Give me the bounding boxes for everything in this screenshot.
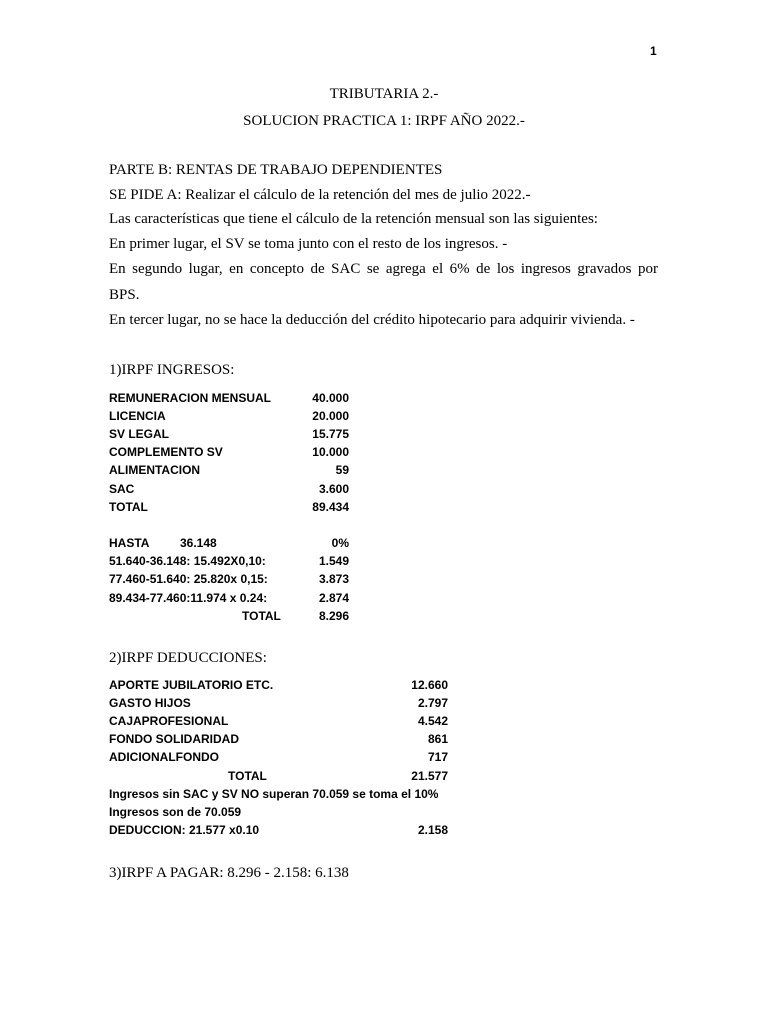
brackets-total-value: 8.296 (318, 609, 349, 623)
income-total-label: TOTAL (109, 500, 148, 514)
deduction-calc-value: 2.158 (417, 823, 448, 837)
deduction-note: Ingresos sin SAC y SV NO superan 70.059 se toma el 10% (109, 787, 439, 801)
page-number: 1 (650, 44, 657, 58)
bracket-hasta-label: HASTA (109, 536, 150, 550)
income-value: 15.775 (312, 427, 349, 441)
deduction-label: GASTO HIJOS (109, 696, 191, 710)
section-2-heading: 2)IRPF DEDUCCIONES: (109, 650, 267, 666)
part-heading: PARTE B: RENTAS DE TRABAJO DEPENDIENTES (109, 162, 443, 178)
bracket-label: 51.640-36.148: 15.492X0,10: (109, 554, 266, 568)
intro-line-1: Las características que tiene el cálculo de la retención mensual son las siguientes: (109, 211, 598, 227)
intro-line-2: En primer lugar, el SV se toma junto con el resto de los ingresos. - (109, 236, 508, 252)
income-value: 10.000 (312, 445, 349, 459)
income-label: ALIMENTACION (109, 463, 201, 477)
section-1-heading: 1)IRPF INGRESOS: (109, 362, 235, 378)
deduction-value: 4.542 (417, 714, 448, 728)
income-label: COMPLEMENTO SV (109, 445, 223, 459)
document-subtitle: SOLUCION PRACTICA 1: IRPF AÑO 2022.- (243, 113, 525, 129)
income-label: LICENCIA (109, 409, 166, 423)
income-label: SAC (109, 482, 135, 496)
document-title: TRIBUTARIA 2.- (329, 86, 439, 102)
intro-line-3a: En segundo lugar, en concepto de SAC se agrega el 6% de los ingresos gravados por (109, 261, 658, 277)
deduction-note: Ingresos son de 70.059 (109, 805, 242, 819)
deduction-value: 2.797 (417, 696, 448, 710)
bracket-value: 2.874 (318, 591, 349, 605)
deductions-total-value: 21.577 (411, 769, 448, 783)
income-value: 3.600 (318, 482, 349, 496)
bracket-label: 89.434-77.460:11.974 x 0.24: (109, 591, 268, 605)
bracket-hasta-amount: 36.148 (180, 536, 217, 550)
deduction-calc-label: DEDUCCION: 21.577 x0.10 (109, 823, 260, 837)
income-value: 59 (335, 463, 349, 477)
deduction-label: FONDO SOLIDARIDAD (109, 732, 239, 746)
deductions-total-label: TOTAL (228, 769, 267, 783)
deduction-label: CAJAPROFESIONAL (109, 714, 229, 728)
intro-line-4: En tercer lugar, no se hace la deducción del crédito hipotecario para adquirir vivienda. - (109, 312, 635, 328)
section-3-heading: 3)IRPF A PAGAR: 8.296 - 2.158: 6.138 (109, 865, 349, 881)
income-value: 40.000 (312, 391, 349, 405)
task-statement: SE PIDE A: Realizar el cálculo de la retención del mes de julio 2022.- (109, 187, 531, 203)
deduction-label: APORTE JUBILATORIO ETC. (109, 678, 274, 692)
bracket-value: 1.549 (318, 554, 349, 568)
bracket-label: 77.460-51.640: 25.820x 0,15: (109, 572, 268, 586)
deduction-value: 717 (427, 750, 448, 764)
deduction-label: ADICIONALFONDO (109, 750, 219, 764)
income-label: SV LEGAL (109, 427, 170, 441)
deduction-value: 861 (427, 732, 448, 746)
deduction-value: 12.660 (411, 678, 448, 692)
income-total-value: 89.434 (312, 500, 349, 514)
intro-line-3b: BPS. (109, 287, 140, 303)
brackets-total-label: TOTAL (242, 609, 281, 623)
income-label: REMUNERACION MENSUAL (109, 391, 271, 405)
bracket-hasta-value: 0% (331, 536, 349, 550)
income-value: 20.000 (312, 409, 349, 423)
bracket-value: 3.873 (318, 572, 349, 586)
